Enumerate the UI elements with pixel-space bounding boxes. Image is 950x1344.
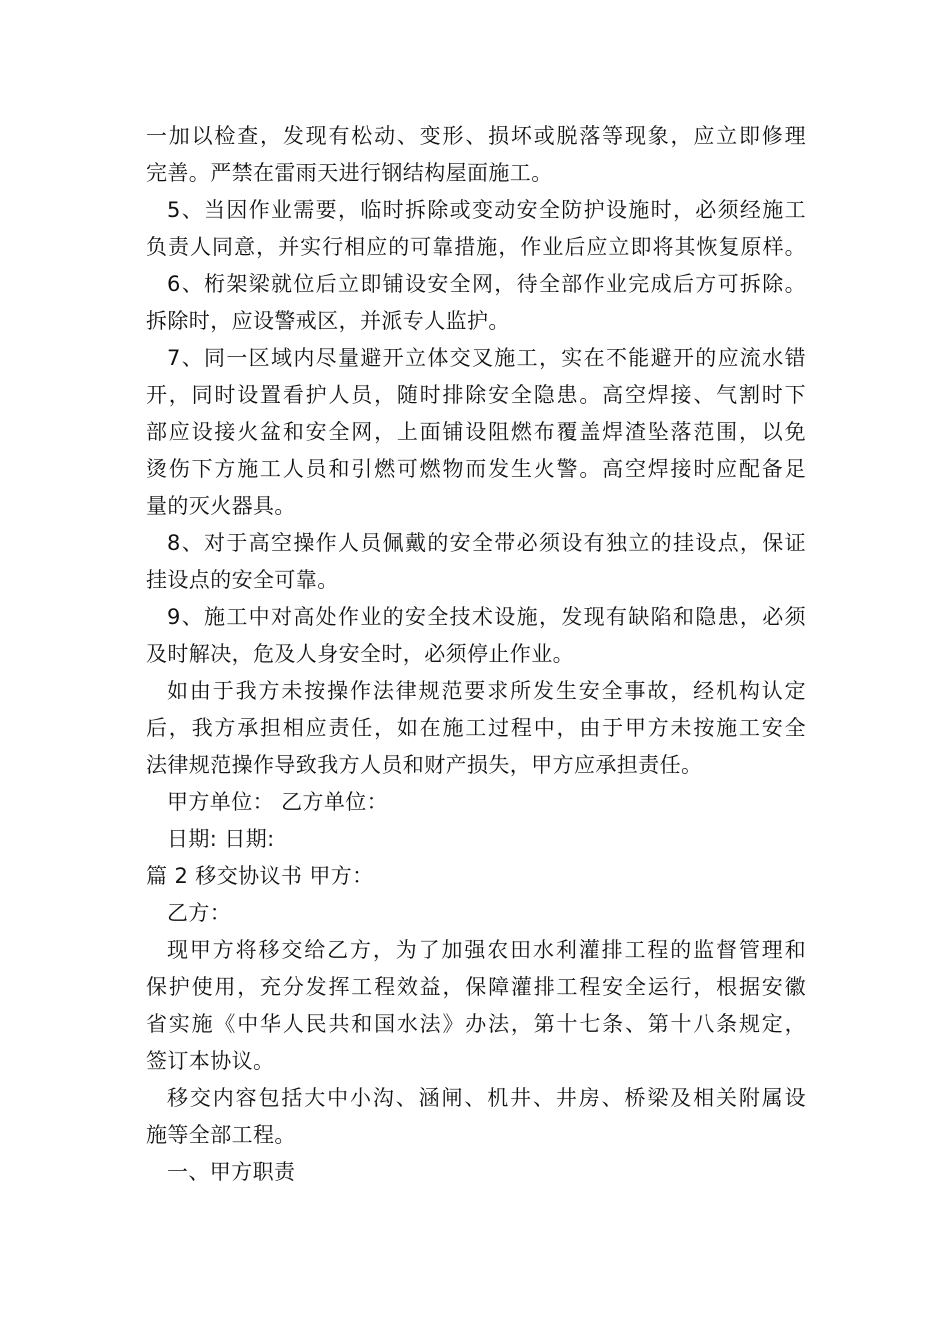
text-line: 负责人同意，并实行相应的可靠措施，作业后应立即将其恢复原样。	[146, 235, 806, 259]
text-line: 法律规范操作导致我方人员和财产损失，甲方应承担责任。	[146, 753, 703, 777]
section-heading: 篇 2 移交协议书 甲方：	[146, 864, 374, 888]
text-line: 拆除时，应设警戒区，并派专人监护。	[146, 309, 510, 333]
text-line: 后，我方承担相应责任，如在施工过程中，由于甲方未按施工安全	[146, 716, 806, 740]
text-line: 部应设接火盆和安全网，上面铺设阻燃布覆盖焊渣坠落范围，以免	[146, 420, 806, 444]
text-line: 省实施《中华人民共和国水法》办法，第十七条、第十八条规定，	[146, 1012, 806, 1036]
text-line: 8、对于高空操作人员佩戴的安全带必须设有独立的挂设点，保证	[167, 531, 806, 555]
text-line: 如由于我方未按操作法律规范要求所发生安全事故，经机构认定	[167, 679, 806, 703]
text-line: 及时解决，危及人身安全时，必须停止作业。	[146, 642, 574, 666]
text-line: 施等全部工程。	[146, 1123, 296, 1147]
text-line: 5、当因作业需要，临时拆除或变动安全防护设施时，必须经施工	[167, 198, 806, 222]
text-line: 7、同一区域内尽量避开立体交叉施工，实在不能避开的应流水错	[167, 346, 806, 370]
text-line: 挂设点的安全可靠。	[146, 568, 339, 592]
text-line: 开，同时设置看护人员，随时排除安全隐患。高空焊接、气割时下	[146, 383, 806, 407]
document-body	[146, 118, 806, 1191]
text-line: 9、施工中对高处作业的安全技术设施，发现有缺陷和隐患，必须	[167, 605, 806, 629]
text-line: 乙方：	[167, 901, 232, 925]
date-line: 日期: 日期:	[167, 827, 275, 851]
signature-line: 甲方单位： 乙方单位：	[167, 790, 389, 814]
text-line: 保护使用，充分发挥工程效益，保障灌排工程安全运行，根据安徽	[146, 975, 806, 999]
subsection-heading: 一、甲方职责	[167, 1160, 296, 1184]
text-line: 烫伤下方施工人员和引燃可燃物而发生火警。高空焊接时应配备足	[146, 457, 806, 481]
text-line: 量的灭火器具。	[146, 494, 296, 518]
text-line: 移交内容包括大中小沟、涵闸、机井、井房、桥梁及相关附属设	[167, 1086, 806, 1110]
text-line: 一加以检查，发现有松动、变形、损坏或脱落等现象，应立即修理	[146, 124, 806, 148]
text-line: 签订本协议。	[146, 1049, 275, 1073]
text-line: 6、桁架梁就位后立即铺设安全网，待全部作业完成后方可拆除。	[167, 272, 806, 296]
text-line: 现甲方将移交给乙方，为了加强农田水利灌排工程的监督管理和	[167, 938, 806, 962]
text-line: 完善。严禁在雷雨天进行钢结构屋面施工。	[146, 161, 553, 185]
